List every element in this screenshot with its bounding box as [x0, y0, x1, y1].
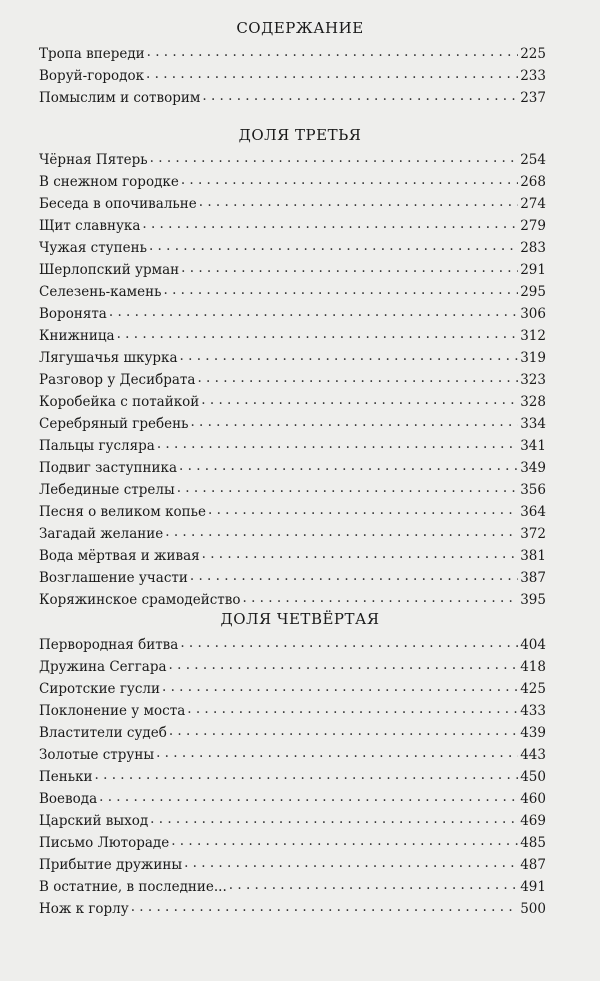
dot-leader [169, 654, 519, 676]
toc-entry-page-number: 254 [520, 152, 546, 168]
toc-entry-title: Чужая ступень [39, 240, 147, 256]
toc-entry-title: Прибытие дружины [39, 857, 183, 873]
toc-entry [39, 347, 546, 369]
toc-entry-title: Песня о великом копье [39, 504, 206, 520]
dot-leader [99, 786, 518, 808]
toc-entry [39, 171, 546, 193]
toc-entry-page-number: 291 [520, 262, 546, 278]
dot-leader [147, 41, 519, 63]
dot-leader [190, 411, 518, 433]
toc-entry-title: Щит славнука [39, 218, 141, 234]
contents-heading: СОДЕРЖАНИЕ [236, 19, 364, 37]
toc-entry-page-number: 364 [520, 504, 546, 520]
dot-leader [150, 808, 518, 830]
toc-entry-title: Сиротские гусли [39, 681, 160, 697]
toc-entry-page-number: 233 [520, 68, 546, 84]
toc-entry-page-number: 418 [520, 659, 546, 675]
dot-leader [150, 147, 519, 169]
toc-entry-page-number: 491 [520, 879, 546, 895]
toc-entry-page-number: 334 [520, 416, 546, 432]
toc-entry-title: Властители судеб [39, 725, 167, 741]
toc-entry-page-number: 306 [520, 306, 546, 322]
dot-leader [187, 698, 518, 720]
toc-entry-page-number: 500 [520, 901, 546, 917]
dot-leader [201, 389, 518, 411]
toc-entry [39, 65, 546, 87]
toc-entry-title: Возглашение участи [39, 570, 188, 586]
toc-entry-title: Лебединые стрелы [39, 482, 175, 498]
toc-entry [39, 744, 546, 766]
dot-leader [197, 367, 518, 389]
dot-leader [199, 191, 518, 213]
dot-leader [163, 279, 518, 301]
dot-leader [229, 874, 518, 896]
toc-entry [39, 237, 546, 259]
toc-entry-page-number: 341 [520, 438, 546, 454]
toc-entry-page-number: 323 [520, 372, 546, 388]
toc-entry [39, 810, 546, 832]
toc-entry-page-number: 381 [520, 548, 546, 564]
toc-entry [39, 722, 546, 744]
toc-entry-title: Воевода [39, 791, 98, 807]
toc-entry [39, 523, 546, 545]
toc-entry [39, 479, 546, 501]
toc-entry-page-number: 404 [520, 637, 546, 653]
toc-entry-title: Беседа в опочивальне [39, 196, 197, 212]
toc-entry [39, 281, 546, 303]
part3-heading: ДОЛЯ ТРЕТЬЯ [238, 126, 362, 144]
dot-leader [202, 543, 519, 565]
toc-entry-page-number: 295 [520, 284, 546, 300]
toc-entry-page-number: 485 [520, 835, 546, 851]
toc-entry-title: Вода мёртвая и живая [39, 548, 200, 564]
toc-entry-title: Серебряный гребень [39, 416, 189, 432]
toc-entry [39, 854, 546, 876]
toc-entry-title: Царский выход [39, 813, 149, 829]
toc-entry-title: Книжница [39, 328, 115, 344]
toc-entry-title: Пальцы гусляра [39, 438, 155, 454]
toc-entry [39, 457, 546, 479]
toc-entry-page-number: 274 [520, 196, 546, 212]
toc-entry [39, 435, 546, 457]
toc-entry [39, 656, 546, 678]
toc-entry-page-number: 283 [520, 240, 546, 256]
toc-entry-title: Загадай желание [39, 526, 164, 542]
toc-entry-title: Лягушачья шкурка [39, 350, 178, 366]
dot-leader [208, 499, 518, 521]
dot-leader [180, 632, 518, 654]
dot-leader [177, 477, 519, 499]
toc-entry [39, 876, 546, 898]
toc-entry [39, 413, 546, 435]
toc-entry [39, 589, 546, 611]
dot-leader [243, 587, 519, 609]
toc-entry-page-number: 460 [520, 791, 546, 807]
toc-entry-title: Коряжинское срамодейство [39, 592, 241, 608]
toc-entry-page-number: 395 [520, 592, 546, 608]
toc-entry-page-number: 443 [520, 747, 546, 763]
toc-entry [39, 259, 546, 281]
dot-leader [149, 235, 518, 257]
part3-list [39, 149, 546, 611]
dot-leader [202, 85, 518, 107]
toc-entry-title: Воруй-городок [39, 68, 145, 84]
toc-entry-page-number: 268 [520, 174, 546, 190]
toc-entry-title: Тропа впереди [39, 46, 145, 62]
toc-entry-page-number: 387 [520, 570, 546, 586]
toc-entry-title: В снежном городке [39, 174, 179, 190]
dot-leader [142, 213, 518, 235]
toc-entry-page-number: 312 [520, 328, 546, 344]
toc-entry-page-number: 439 [520, 725, 546, 741]
toc-entry-page-number: 319 [520, 350, 546, 366]
toc-entry [39, 832, 546, 854]
toc-entry-title: Разговор у Десибрата [39, 372, 196, 388]
toc-entry-page-number: 237 [520, 90, 546, 106]
dot-leader [179, 455, 518, 477]
toc-entry-page-number: 469 [520, 813, 546, 829]
toc-entry-page-number: 372 [520, 526, 546, 542]
intro-list [39, 43, 546, 109]
dot-leader [95, 764, 519, 786]
toc-entry [39, 87, 546, 109]
toc-entry-page-number: 279 [520, 218, 546, 234]
toc-entry [39, 501, 546, 523]
toc-entry [39, 678, 546, 700]
toc-entry-title: Чёрная Пятерь [39, 152, 148, 168]
dot-leader [180, 345, 519, 367]
toc-entry-page-number: 349 [520, 460, 546, 476]
dot-leader [181, 169, 518, 191]
toc-entry-page-number: 328 [520, 394, 546, 410]
toc-entry [39, 545, 546, 567]
part4-heading: ДОЛЯ ЧЕТВЁРТАЯ [220, 610, 380, 628]
dot-leader [131, 896, 519, 918]
toc-entry-title: В остатние, в последние... [39, 879, 227, 895]
toc-entry-title: Воронята [39, 306, 107, 322]
toc-entry [39, 149, 546, 171]
toc-entry-title: Нож к горлу [39, 901, 129, 917]
dot-leader [157, 433, 518, 455]
toc-entry [39, 788, 546, 810]
dot-leader [169, 720, 518, 742]
dot-leader [117, 323, 519, 345]
toc-entry [39, 193, 546, 215]
part4-list [39, 634, 546, 920]
toc-entry-title: Подвиг заступника [39, 460, 178, 476]
toc-entry-page-number: 450 [520, 769, 546, 785]
dot-leader [190, 565, 518, 587]
dot-leader [165, 521, 518, 543]
toc-entry [39, 215, 546, 237]
toc-entry-title: Поклонение у моста [39, 703, 186, 719]
toc-entry [39, 567, 546, 589]
toc-entry-page-number: 425 [520, 681, 546, 697]
toc-entry-title: Коробейка с потайкой [39, 394, 200, 410]
toc-entry [39, 700, 546, 722]
toc-entry [39, 325, 546, 347]
toc-entry-page-number: 356 [520, 482, 546, 498]
toc-entry [39, 303, 546, 325]
dot-leader [181, 257, 518, 279]
dot-leader [184, 852, 518, 874]
toc-entry [39, 391, 546, 413]
toc-entry [39, 43, 546, 65]
toc-entry-title: Пеньки [39, 769, 93, 785]
toc-entry [39, 898, 546, 920]
dot-leader [162, 676, 518, 698]
toc-entry-title: Золотые струны [39, 747, 155, 763]
toc-entry [39, 766, 546, 788]
toc-entry-title: Дружина Сеггара [39, 659, 167, 675]
toc-entry-title: Шерлопский урман [39, 262, 180, 278]
toc-entry-page-number: 487 [520, 857, 546, 873]
toc-entry-title: Селезень-камень [39, 284, 162, 300]
dot-leader [109, 301, 518, 323]
toc-entry-page-number: 433 [520, 703, 546, 719]
toc-entry [39, 634, 546, 656]
dot-leader [171, 830, 518, 852]
toc-entry-title: Письмо Лютораде [39, 835, 170, 851]
toc-entry-page-number: 225 [520, 46, 546, 62]
toc-entry-title: Помыслим и сотворим [39, 90, 201, 106]
toc-entry-title: Первородная битва [39, 637, 179, 653]
dot-leader [156, 742, 518, 764]
toc-entry [39, 369, 546, 391]
dot-leader [146, 63, 518, 85]
